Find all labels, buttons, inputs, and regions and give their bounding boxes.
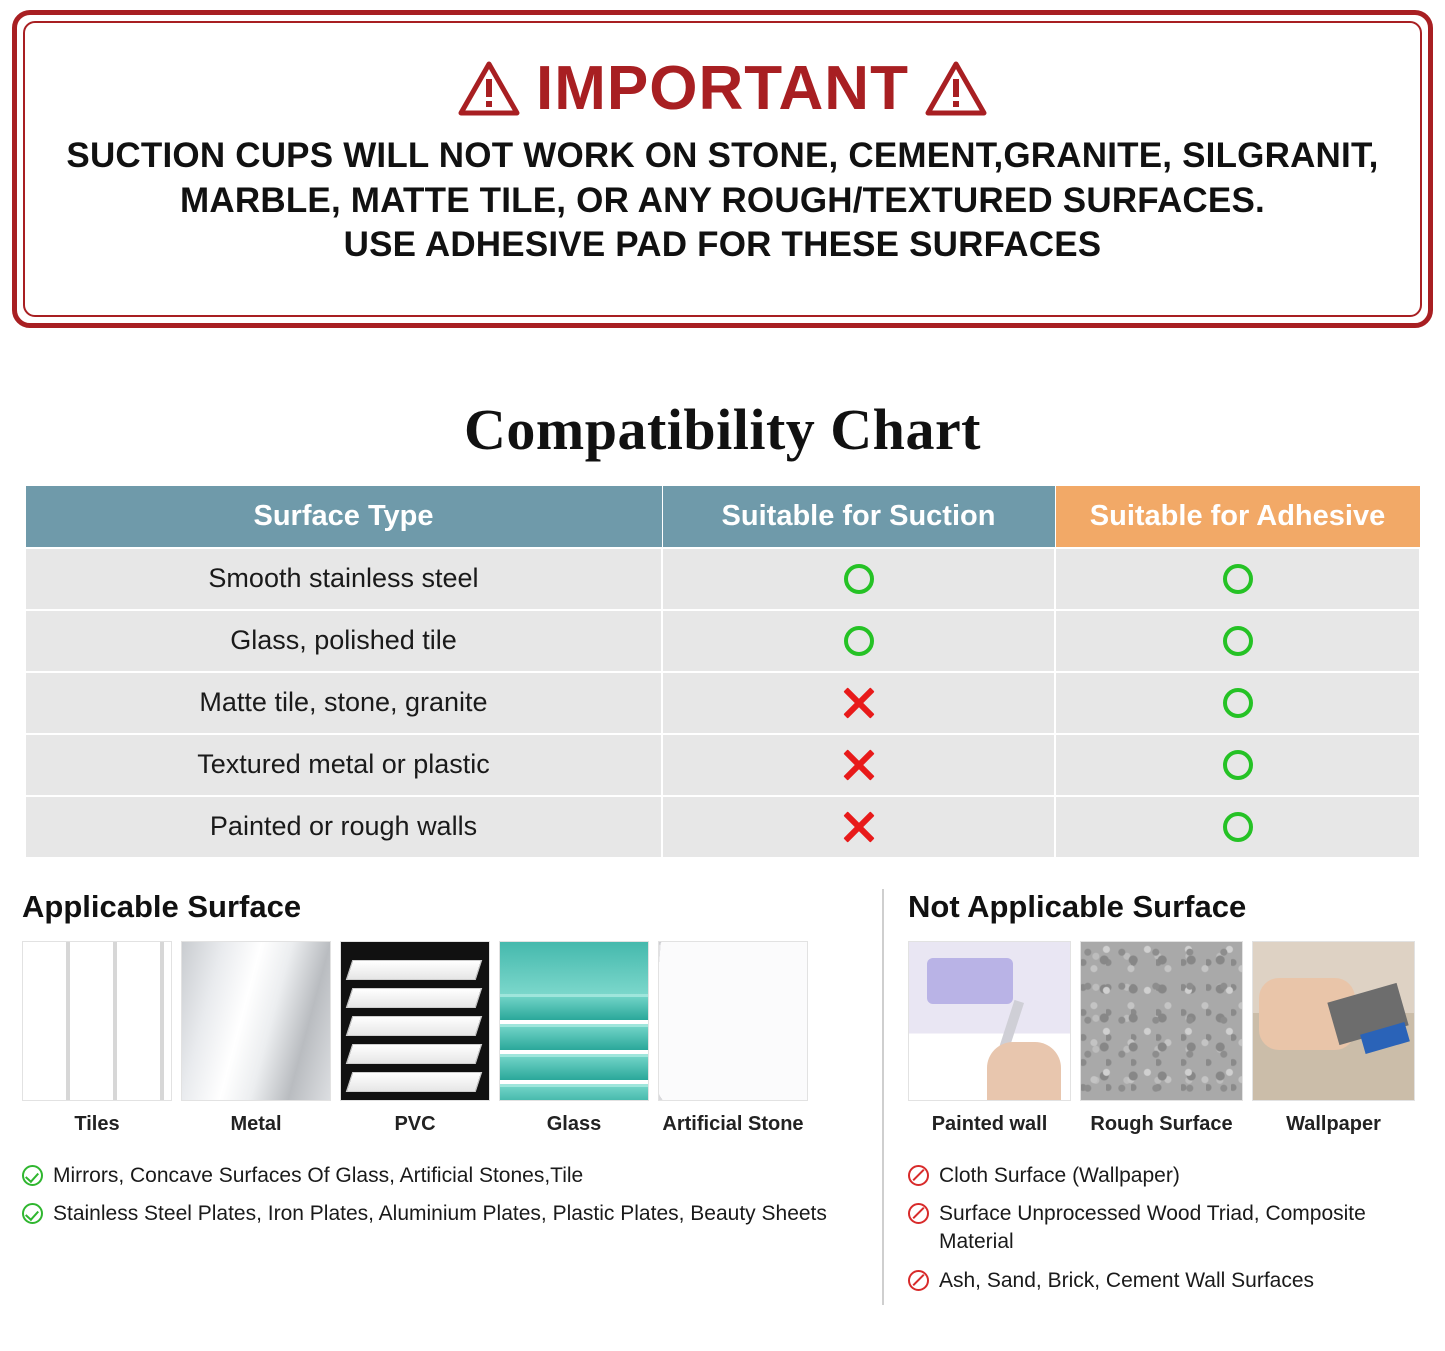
list-item-label: Stainless Steel Plates, Iron Plates, Aluminium Plates, Plastic Plates, Beauty Sheets: [53, 1201, 827, 1225]
warning-line-2: MARBLE, MATTE TILE, OR ANY ROUGH/TEXTURED SURFACES.: [180, 180, 1265, 220]
surface-panels: [22, 889, 1423, 1305]
cross-no-icon: [843, 811, 875, 843]
cell-suction-mark: [662, 796, 1055, 858]
cell-suction-mark: [662, 548, 1055, 610]
no-entry-icon: [908, 1165, 929, 1186]
column-header-surface-type: Surface Type: [25, 486, 662, 548]
glass-panels-icon: [500, 942, 648, 1100]
column-header-suitable-for-adhesive: Suitable for Adhesive: [1055, 486, 1420, 548]
circle-ok-icon: [1223, 688, 1253, 718]
thumbnail-caption: PVC: [394, 1112, 436, 1135]
marble-texture-icon: [659, 942, 807, 1100]
thumbnail-image: [908, 941, 1071, 1101]
table-header-row: [25, 486, 1420, 548]
thumbnail-image: [340, 941, 490, 1101]
list-item-label: Cloth Surface (Wallpaper): [939, 1163, 1180, 1187]
thumbnail-image: [499, 941, 649, 1101]
cross-no-icon: [843, 687, 875, 719]
circle-ok-icon: [1223, 564, 1253, 594]
table-row: [25, 672, 1420, 734]
compatibility-chart-title: Compatibility Chart: [464, 397, 981, 462]
applicable-bullet-list: [22, 1162, 860, 1229]
cell-adhesive-mark: [1055, 796, 1420, 858]
thumbnail-caption: Glass: [546, 1112, 602, 1135]
thumbnail-artificial-stone: [658, 941, 808, 1136]
cell-surface-type: Glass, polished tile: [25, 610, 662, 672]
not-applicable-surface-panel: [882, 889, 1422, 1305]
thumbnail-glass: [499, 941, 649, 1136]
applicable-thumbnail-row: [22, 941, 860, 1136]
cell-adhesive-mark: [1055, 734, 1420, 796]
pvc-sheets-icon: [341, 942, 489, 1100]
paint-roller-icon: [909, 942, 1070, 1100]
cross-no-icon: [843, 749, 875, 781]
cell-adhesive-mark: [1055, 610, 1420, 672]
list-item-label: Ash, Sand, Brick, Cement Wall Surfaces: [939, 1268, 1315, 1292]
thumbnail-rough-surface: [1080, 941, 1243, 1136]
thumbnail-image: [1080, 941, 1243, 1101]
warning-inner-frame: [23, 21, 1422, 317]
cell-surface-type: Matte tile, stone, granite: [25, 672, 662, 734]
cell-suction-mark: [662, 672, 1055, 734]
thumbnail-caption: Rough Surface: [1090, 1112, 1233, 1135]
thumbnail-painted-wall: [908, 941, 1071, 1136]
cell-surface-type: Smooth stainless steel: [25, 548, 662, 610]
thumbnail-caption: Metal: [230, 1112, 282, 1135]
thumbnail-image: [658, 941, 808, 1101]
thumbnail-pvc: [340, 941, 490, 1136]
thumbnail-caption: Tiles: [74, 1112, 120, 1135]
warning-triangle-icon: [458, 61, 520, 117]
warning-line-1: SUCTION CUPS WILL NOT WORK ON STONE, CEMENT,GRANITE, SILGRANIT,: [66, 135, 1379, 175]
list-item: [908, 1200, 1422, 1257]
no-entry-icon: [908, 1203, 929, 1224]
no-entry-icon: [908, 1270, 929, 1291]
cell-adhesive-mark: [1055, 672, 1420, 734]
list-item-label: Surface Unprocessed Wood Triad, Composite Material: [939, 1201, 1366, 1254]
not-applicable-surface-heading: Not Applicable Surface: [908, 888, 1247, 924]
list-item-label: Mirrors, Concave Surfaces Of Glass, Artificial Stones,Tile: [53, 1163, 584, 1187]
thumbnail-image: [1252, 941, 1415, 1101]
cell-adhesive-mark: [1055, 548, 1420, 610]
circle-ok-icon: [1223, 626, 1253, 656]
warning-text: [66, 134, 1378, 268]
table-row: [25, 610, 1420, 672]
thumbnail-caption: Artificial Stone: [662, 1112, 804, 1135]
check-circle-icon: [22, 1165, 43, 1186]
applicable-surface-panel: [22, 889, 882, 1305]
check-circle-icon: [22, 1203, 43, 1224]
metal-texture-icon: [182, 942, 330, 1100]
list-item: [908, 1267, 1422, 1295]
thumbnail-caption: Wallpaper: [1286, 1112, 1381, 1135]
thumbnail-image: [22, 941, 172, 1101]
circle-ok-icon: [844, 564, 874, 594]
list-item: [22, 1162, 860, 1190]
not-applicable-thumbnail-row: [908, 941, 1422, 1136]
thumbnail-tiles: [22, 941, 172, 1136]
table-row: [25, 734, 1420, 796]
circle-ok-icon: [1223, 750, 1253, 780]
list-item: [908, 1162, 1422, 1190]
column-header-suitable-for-suction: Suitable for Suction: [662, 486, 1055, 548]
thumbnail-caption: Painted wall: [931, 1112, 1048, 1135]
cell-suction-mark: [662, 610, 1055, 672]
warning-title-row: [458, 53, 987, 123]
cell-suction-mark: [662, 734, 1055, 796]
cell-surface-type: Textured metal or plastic: [25, 734, 662, 796]
warning-line-3: USE ADHESIVE PAD FOR THESE SURFACES: [343, 225, 1102, 265]
compatibility-table: [24, 485, 1421, 859]
rough-texture-icon: [1081, 942, 1242, 1100]
table-row: [25, 796, 1420, 858]
thumbnail-wallpaper: [1252, 941, 1415, 1136]
circle-ok-icon: [844, 626, 874, 656]
thumbnail-image: [181, 941, 331, 1101]
circle-ok-icon: [1223, 812, 1253, 842]
important-warning-banner: [12, 10, 1433, 328]
wallpaper-scraper-icon: [1253, 942, 1414, 1100]
table-row: [25, 548, 1420, 610]
tiles-texture-icon: [23, 942, 171, 1100]
not-applicable-bullet-list: [908, 1162, 1422, 1295]
warning-title: IMPORTANT: [536, 53, 909, 123]
warning-triangle-icon: [925, 61, 987, 117]
cell-surface-type: Painted or rough walls: [25, 796, 662, 858]
thumbnail-metal: [181, 941, 331, 1136]
list-item: [22, 1200, 860, 1228]
applicable-surface-heading: Applicable Surface: [22, 888, 302, 924]
